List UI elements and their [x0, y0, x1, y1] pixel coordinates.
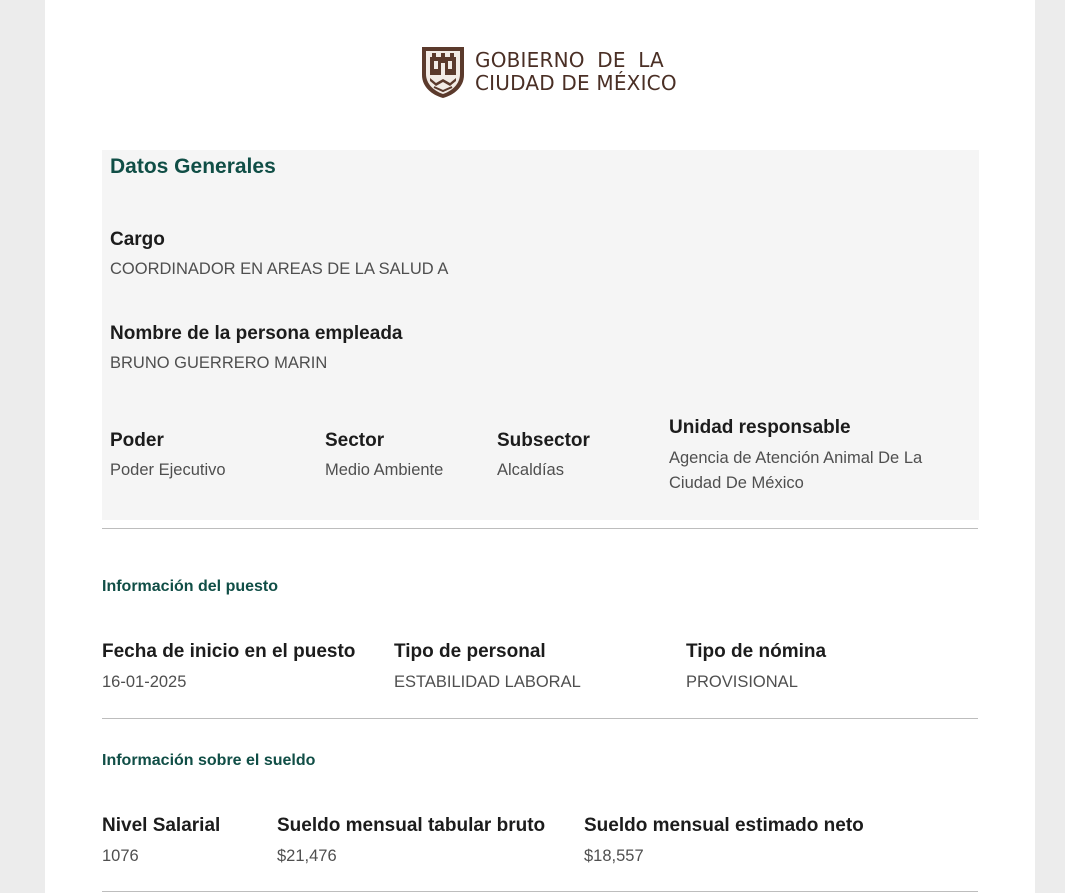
- employee-name-label: Nombre de la persona empleada: [110, 323, 403, 344]
- divider: [102, 891, 978, 892]
- divider: [102, 718, 978, 719]
- start-date-value: 16-01-2025: [102, 673, 187, 691]
- sector-label: Sector: [325, 430, 385, 451]
- cdmx-coat-of-arms-icon: [420, 45, 466, 99]
- salary-level-label: Nivel Salarial: [102, 815, 221, 836]
- logo-line-2: CIUDAD DE MÉXICO: [475, 71, 677, 95]
- unidad-value: Agencia de Atención Animal De La Ciudad De México: [669, 449, 923, 492]
- payroll-type-label: Tipo de nómina: [686, 641, 827, 662]
- job-info-title: Información del puesto: [102, 578, 279, 595]
- sector-value: Medio Ambiente: [325, 461, 444, 479]
- logo-text: [475, 49, 677, 95]
- net-salary-value: $18,557: [584, 847, 644, 865]
- divider: [102, 528, 978, 529]
- subsector-value: Alcaldías: [497, 461, 564, 479]
- cargo-label: Cargo: [110, 229, 165, 250]
- general-data-title: Datos Generales: [110, 155, 276, 178]
- gross-salary-label: Sueldo mensual tabular bruto: [277, 815, 546, 836]
- gross-salary-value: $21,476: [277, 847, 337, 865]
- unidad-label: Unidad responsable: [669, 417, 851, 438]
- poder-label: Poder: [110, 430, 164, 451]
- document-page: [45, 0, 1035, 893]
- logo-line-1: GOBIERNO DE LA: [475, 48, 664, 72]
- cdmx-logo: [420, 44, 677, 100]
- employee-name-value: BRUNO GUERRERO MARIN: [110, 354, 328, 372]
- staff-type-label: Tipo de personal: [394, 641, 546, 662]
- poder-value: Poder Ejecutivo: [110, 461, 226, 479]
- cargo-value: COORDINADOR EN AREAS DE LA SALUD A: [110, 260, 449, 278]
- start-date-label: Fecha de inicio en el puesto: [102, 641, 356, 662]
- net-salary-label: Sueldo mensual estimado neto: [584, 815, 864, 836]
- staff-type-value: ESTABILIDAD LABORAL: [394, 673, 581, 691]
- salary-level-value: 1076: [102, 847, 139, 865]
- salary-info-title: Información sobre el sueldo: [102, 752, 316, 769]
- subsector-label: Subsector: [497, 430, 590, 451]
- payroll-type-value: PROVISIONAL: [686, 673, 798, 691]
